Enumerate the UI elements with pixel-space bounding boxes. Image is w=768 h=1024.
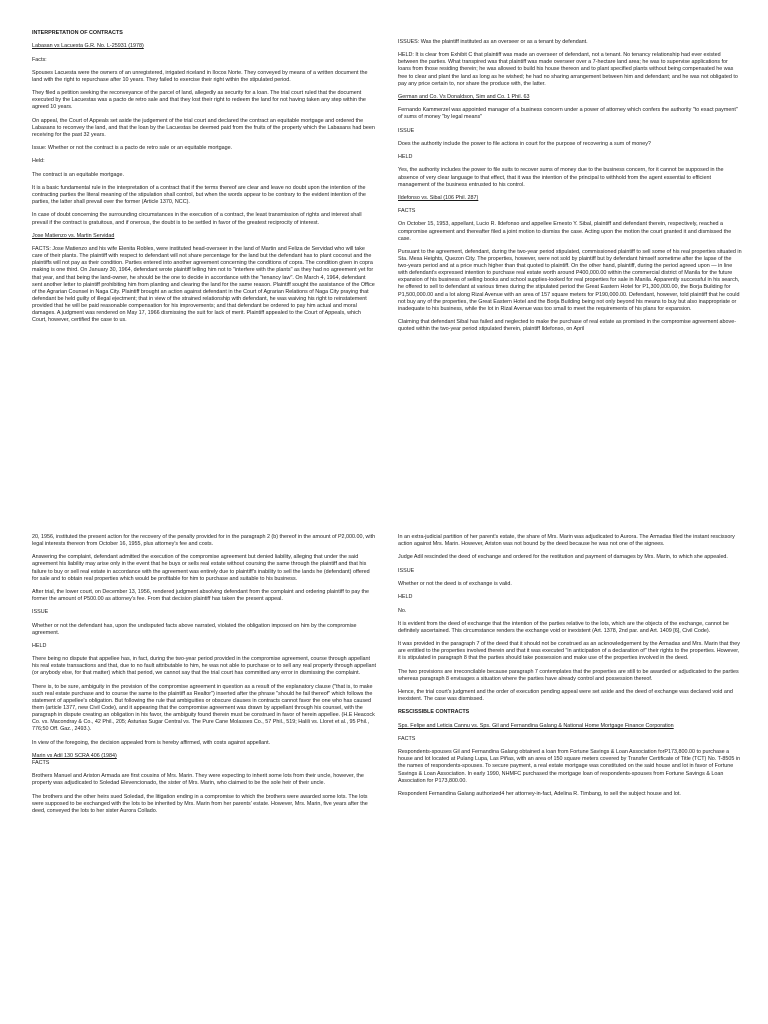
paragraph: Yes, the authority includes the power to file suits to recover sums of money due to the business concern, for it cannot be supposed in the absence of very clear language to that effect, that it was the intention of the principal to withhold from the agent essential to efficient management of the business entrusted to his control. <box>398 167 724 188</box>
case-title: Jose Matienzo vs. Martin Servidad <box>32 232 115 239</box>
paragraph: It is a basic fundamental rule in the interpretation of a contract that if the terms thereof are clear and leave no doubt upon the intention of the contracting parties the literal meaning of the stipulation shall control, but when the words appear to be contrary to the evident intention of the parties, the latter shall prevail over the former (Article 1370, NCC). <box>32 185 366 206</box>
paragraph: HELD <box>398 154 413 161</box>
column-top-left <box>32 30 376 330</box>
paragraph: ISSUE <box>32 609 49 616</box>
column-bottom-left <box>32 534 376 821</box>
paragraph: In case of doubt concerning the surrounding circumstances in the execution of a contract, the least transmission of rights and interest shall prevail if the contract is gratuitous, and if onerous, the doubt is to be settled in favor of the greatest reciprocity of interest. <box>32 212 362 226</box>
paragraph: After trial, the lower court, on December 13, 1956, rendered judgment absolving defendant from the complaint and ordering plaintiff to pay the former the amount of P500.00 as attorney's fee. From that decision plaintiff has taken the present appeal. <box>32 588 370 603</box>
paragraph: FACTS <box>32 759 50 766</box>
paragraph: The two provisions are irreconcilable because paragraph 7 contemplates that the properties are still to be awarded or adjudicated to the parties whereas paragraph 8 envisages a situation where the parties have already control and possession thereof. <box>398 668 739 682</box>
paragraph: Fernando Kammerzel was appointed manager of a business concern under a power of attorney which confers the authority "to exact payment" of sums of money "by legal means" <box>398 107 738 121</box>
paragraph: There being no dispute that appellee has, in fact, during the two-year period provided in the compromise agreement, course through appellant his real estate transactions and that, due to no fault attributable to him, he was not able to purchase or to sell any real property through appellant (or anybody else, for that matter) which that period, we cannot say that the trial court has committed any error in dismissing the complaint. <box>32 656 377 677</box>
paragraph: It was provided in the paragraph 7 of the deed that it should not be construed as an acknowledgement by the Armadas and Mrs. Marin that they are entitled to the properties involved therein and that it was executed "in anticipation of a declaration of" their rights to the properties. However, it is stipulated in paragraph 8 that the parties should take possession and make use of the properties involved in the deed. <box>398 641 740 662</box>
paragraph: Judge Adil rescinded the deed of exchange and ordered for the restitution and payment of damages by Mrs. Marin, to which she appealed. <box>398 554 728 561</box>
paragraph: Hence, the trial court's judgment and the order of execution pending appeal were set aside and the deed of exchange was declared void and inexistent. The case was dismissed. <box>398 689 733 703</box>
paragraph: HELD: It is clear from Exhibit C that plaintiff was made an overseer of defendant, not a tenant. No tenancy relationship had ever existed between the parties. What transpired was that plaintiff was made overseer over a 7-hectare land area; he was to supervise applications for loans from those residing therein; he was allowed to build his house thereon and to plant specified plants without being compensated he was free to clear and plant the land as long as he wished; he had no sharing arrangement between him and defendant; and he was not obligated to pay any price certain to, nor share the produce with, the latter. <box>398 52 738 87</box>
paragraph: They filed a petition seeking the reconveyance of the parcel of land, allegedly as security for a loan. The trial court ruled that the document executed by the Lacuestas was a pacto de retro sale and that they lost their right to redeem the land for not having taken any step within the agreed 10 years. <box>32 90 366 111</box>
paragraph: Claiming that defendant Sibal has failed and neglected to make the purchase of real estate as promised in the compromise agreement above-quoted within the two-year period stipulated therein, plaintiff Ildefonso, on April <box>398 318 737 333</box>
paragraph: The contract is an equitable mortgage. <box>32 171 124 178</box>
paragraph: HELD <box>398 594 413 601</box>
paragraph: FACTS <box>398 208 416 215</box>
paragraph: ISSUES: Was the plaintiff instituted as an overseer or as a tenant by defendant. <box>398 39 588 45</box>
paragraph: Brothers Manuel and Ariston Armada are first cousins of Mrs. Marin. They were expecting to inherit some lots from their uncle, however, the property was adjudicated to Soledad Elevencionado, the sister of Mrs. Marin, who claimed to be the sole heir of their uncle. <box>32 773 364 787</box>
section-heading: INTERPRETATION OF CONTRACTS <box>32 30 123 36</box>
case-title: Marin vs Adil 130 SCRA 406 (1984) <box>32 752 117 759</box>
paragraph: Whether or not the defendant has, upon the undisputed facts above narrated, violated the obligation imposed on him by the compromise agreement. <box>32 622 357 636</box>
case-title: Ildefonso vs. Sibal (106 Phil. 287) <box>398 194 479 201</box>
paragraph: FACTS: Jose Matienzo and his wife Elenita Robles, were instituted head-overseer in the land of Martin and Feliza de Servidad who will take care of their plants. The plaintiff with respect to defendant will not share percentage for the land but the defendant has to plant coconut and the plaintiffs will not pay as their condition. Parties entered into another agreement concerning the conditions of copra. The condition given in copra making is one third. On January 30, 1964, defendant wrote plaintiff telling him not to "interfere with the plants" as they had no agreement yet for that year, and that being the land-owner, he should be the one to decide in accordance with the "tenancy law". On March 4, 1964, defendant sent another letter to plaintiff prohibiting him from planting and clearing the land for the same reason. Plaintiff sought the assistance of the Office of the Agrarian Counsel in Naga City. Plaintiff brought an action against defendant in the Court of Agrarian Relations of Naga City praying that defendant be held guilty of illegal ejectment; that in view of the strained relationship with defendant, he was waiving his right to reinstatement provided that he will be paid reasonable compensation for his improvements; and that defendant be ordered to pay him actual and moral damages. A judgment was rendered on May 17, 1966 dismissing the suit for lack of merit. Plaintiff appealed to the Court of Appeals, which Court, however, certified the case to us. <box>32 246 375 324</box>
paragraph: The brothers and the other heirs sued Soledad, the litigation ending in a compromise to which the brothers were awarded some lots. The lots were supposed to be exchanged with the lots to be inherited by Mrs. Marin from her parents' estate. However, Mrs. Marin, five years after the deed, conveyed the lots to her sister Aurora Collado. <box>32 793 368 814</box>
paragraph: FACTS <box>398 735 416 742</box>
paragraph: In view of the foregoing, the decision appealed from is hereby affirmed, with costs against appellant. <box>32 739 271 746</box>
paragraph: ISSUE <box>398 127 415 134</box>
paragraph: Spouses Lacuesta were the owners of an unregistered, irrigated riceland in Ilocos Norte. They conveyed by means of a written document the land with the right to repurchase after 10 years. They failed to exercise their right within the stipulated period. <box>32 69 368 83</box>
paragraph: No. <box>398 607 407 614</box>
paragraph: On appeal, the Court of Appeals set aside the judgement of the trial court and declared the contract an equitable mortgage and ordered the Labasans to reconvey the land, and that the loan by the Lacuestas be deemed paid from the fruits of the property which the Labasans had been receiving for the past 32 years. <box>32 117 375 138</box>
paragraph: Respondent Fernandina Galang authorized4 her attorney-in-fact, Adelina R. Timbang, to sell the subject house and lot. <box>398 790 681 797</box>
paragraph: Pursuant to the agreement, defendant, during the two-year period stipulated, commissioned plaintiff to sell some of his real properties situated in Sta. Mesa Heights, Quezon City. The properties, however, were not sold by plaintiff but by defendant himself sometime after the lapse of the two-years period and at a price much higher than that quoted to plaintiff. On the other hand, plaintiff, during the period agreed upon — in line with defendant's expressed intention to purchase real estate worth around P400,000.00 within the commercial district of Manila for the future expansion of his business of selling books and school supplies-looked for real properties for sale in Manila. Apparently successful in his search, he offered to sell to defendant at various times during the stipulated period the Great Eastern Hotel for P1,300,000.00, the Borja Building for P1,500,000.00 and a lot along Rizal Avenue with an area of 157 square meters for P190,000.00. Defendant, however, told plaintiff that he could not buy any of the properties, the Great Eastern Hotel and the Borja Building being not only beyond his means to buy but also inappropriate or inadequate to his business, while the lot in Rizal Avenue was too small to meet the requirements of his plans for expansion. <box>398 248 742 312</box>
column-bottom-right <box>398 534 742 804</box>
column-top-right <box>398 39 742 339</box>
paragraph: Answering the complaint, defendant admitted the execution of the compromise agreement but denied liability, alleging that under the said agreement his liability may arise only in the event that he buys or sells real estate without coursing the same through the plaintiff and that his failure to buy or sell real estate in accordance with the agreement was entirely due to plaintiff's inability to sell the lands he (defendant) offered for sale and to obtain real properties which would be profitable for him to purchase and suitable to his business. <box>32 554 370 582</box>
paragraph: 20, 1956, instituted the present action for the recovery of the penalty provided for in the paragraph 2 (b) thereof in the amount of P2,000.00, with legal interests thereon from October 16, 1955, plus attorney's fee and costs. <box>32 534 376 548</box>
paragraph: Respondents-spouses Gil and Fernandina Galang obtained a loan from Fortune Savings & Loan Association forP173,800.00 to purchase a house and lot located at Pulang Lupa, Las Piñas, with an area of 150 square meters covered by Transfer Certificate of Title (TCT) No. T-8505 in the names of respondents-spouses. To secure payment, a real estate mortgage was constituted on the said house and lot in favor of Fortune Savings & Loan Association. In early 1990, NHMFC purchased the mortgage loan of respondents-spouses from Fortune Savings & Loan Association for P173,800.00. <box>398 749 741 784</box>
paragraph: In an extra-judicial partition of her parent's estate, the share of Mrs. Marin was adjudicated to Aurora. The Armadas filed the instant rescissory action against Mrs. Marin. However, Ariston was not bound by the deed because he was not one of the signees. <box>398 534 735 548</box>
paragraph: Facts: <box>32 56 47 63</box>
case-title: Sps. Felipe and Leticia Cannu vs. Sps. Gil and Fernandina Galang & National Home Mortgage Finance Corporation <box>398 722 674 729</box>
paragraph: It is evident from the deed of exchange that the intention of the parties relative to the lots, which are the objects of the exchange, cannot be definitely ascertained. This circumstance renders the exchange void or inexistent (Art. 1378, 2nd par. and Art. 1409 [6], Civil Code). <box>398 620 729 634</box>
section-heading: RESCISSIBLE CONTRACTS <box>398 709 470 716</box>
paragraph: ISSUE <box>398 567 415 574</box>
paragraph: Issue: Whether or not the contract is a pacto de retro sale or an equitable mortgage. <box>32 145 233 152</box>
case-title: German and Co. Vs Donaldson, Sim and Co. 1 Phil. 63 <box>398 93 530 100</box>
paragraph: Held: <box>32 158 45 165</box>
paragraph: Does the authority include the power to file actions in court for the purpose of recovering a sum of money? <box>398 140 651 147</box>
case-title: Labasan vs Lacuesta G.R. No. L-25931 (1978) <box>32 43 144 50</box>
paragraph: There is, to be sure, ambiguity in the provision of the compromise agreement in question as a result of the explanatory clause ("that is, to make such real estate purchase and to course the same to the plaintiff as Realtor") inserted after the phrase "should he fail thereof" which follows the statement of appellee's obligation. But following the rule that ambiguities or obscure clauses in contracts cannot favor the one who has caused them (article 1377, new Civil Code), and it appearing that the compromise agreement was drawn by appellant through his counsel, with the paragraph in dispute creating an obligation in his favor, the ambiguity found therein must be construed in favor of herein appellee. (H.E Heacock Co. vs. Macondray & Co., 42 Phil., 205; Asturias Sugar Central vs. The Pure Cane Molasses Co., 57 Phil., 519; Halili vs. Lloret et al., 95 Phil., 776;50 Off. Gaz., 2493.). <box>32 683 375 733</box>
paragraph: Whether or not the deed is of exchange is valid. <box>398 580 512 587</box>
paragraph: On October 15, 1953, appellant, Lucio R. Ildefonso and appellee Ernesto Y. Sibal, plaintiff and defendant therein, respectively, reached a compromise agreement and thereafter filed a joint motion to dismiss the case. Acting upon the motion the court granted it and dismissed the case. <box>398 221 732 242</box>
paragraph: HELD <box>32 642 47 649</box>
